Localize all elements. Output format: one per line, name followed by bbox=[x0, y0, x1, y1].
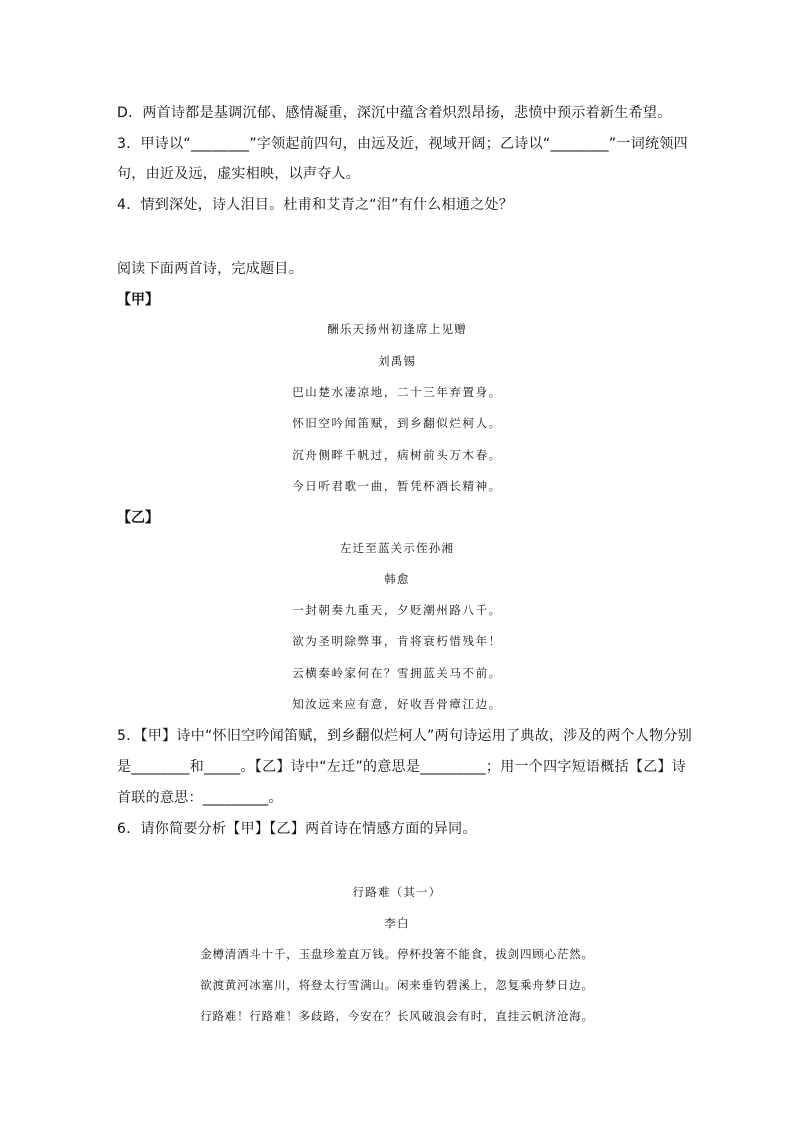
poem-yi-line-2: 欲为圣明除弊事，肯将衰朽惜残年！ bbox=[292, 634, 502, 648]
poem-jia-line-3: 沉舟侧畔千帆过，病树前头万木春。 bbox=[292, 448, 502, 462]
poem-yi-title: 左迁至蓝关示侄孙湘 bbox=[339, 541, 455, 555]
option-d-text: D．两首诗都是基调沉郁、感情凝重，深沉中蕴含着炽烈昂扬，悲愤中预示着新生希望。 bbox=[117, 105, 672, 121]
question-3-line1: 3．甲诗以“________”字领起前四句，由远及近，视域开阔；乙诗以“________”一词统领四 bbox=[117, 136, 688, 152]
poem-3-author: 李白 bbox=[384, 916, 410, 930]
question-3-line2: 句，由近及远，虚实相映，以声夺人。 bbox=[117, 166, 361, 182]
question-5-line3: 首联的意思：_________。 bbox=[117, 790, 283, 806]
poem-jia-line-2: 怀旧空吟闻笛赋，到乡翻似烂柯人。 bbox=[292, 416, 502, 430]
reading-instruction: 阅读下面两首诗，完成题目。 bbox=[117, 261, 303, 277]
question-5-line1: 5．【甲】诗中“怀旧空吟闻笛赋，到乡翻似烂柯人”两句诗运用了典故，涉及的两个人物分别 bbox=[117, 728, 693, 744]
poem-3-line-3: 行路难！行路难！多歧路，今安在？长风破浪会有时，直挂云帆济沧海。 bbox=[200, 1009, 594, 1023]
poem-yi-line-1: 一封朝奏九重天，夕贬潮州路八千。 bbox=[292, 603, 502, 617]
label-yi: 【乙】 bbox=[117, 510, 159, 526]
poem-yi-line-3: 云横秦岭家何在？雪拥蓝关马不前。 bbox=[292, 666, 502, 680]
poem-3-title: 行路难（其一） bbox=[352, 885, 442, 899]
question-6-text: 6．请你简要分析【甲】【乙】两首诗在情感方面的异同。 bbox=[117, 821, 477, 837]
question-5-line2: 是________和_____。【乙】诗中“左迁”的意思是_________；用一个四字短语概括【乙】诗 bbox=[117, 759, 687, 775]
poem-3-line-1: 金樽清酒斗十千，玉盘珍羞直万钱。停杯投箸不能食，拔剑四顾心茫然。 bbox=[200, 947, 594, 961]
question-4-text: 4．情到深处，诗人泪目。杜甫和艾青之“泪”有什么相通之处？ bbox=[117, 197, 514, 213]
poem-jia-line-1: 巴山楚水凄凉地，二十三年弃置身。 bbox=[292, 385, 502, 399]
poem-yi-author: 韩愈 bbox=[384, 572, 410, 586]
poem-jia-author: 刘禹锡 bbox=[377, 354, 417, 368]
poem-jia-title: 酬乐天扬州初逢席上见赠 bbox=[327, 322, 467, 336]
label-jia: 【甲】 bbox=[117, 292, 159, 308]
poem-jia-line-4: 今日听君歌一曲，暂凭杯酒长精神。 bbox=[292, 479, 502, 493]
poem-yi-line-4: 知汝远来应有意，好收吾骨瘴江边。 bbox=[292, 697, 502, 711]
poem-3-line-2: 欲渡黄河冰塞川，将登太行雪满山。闲来垂钓碧溪上，忽复乘舟梦日边。 bbox=[200, 978, 594, 992]
